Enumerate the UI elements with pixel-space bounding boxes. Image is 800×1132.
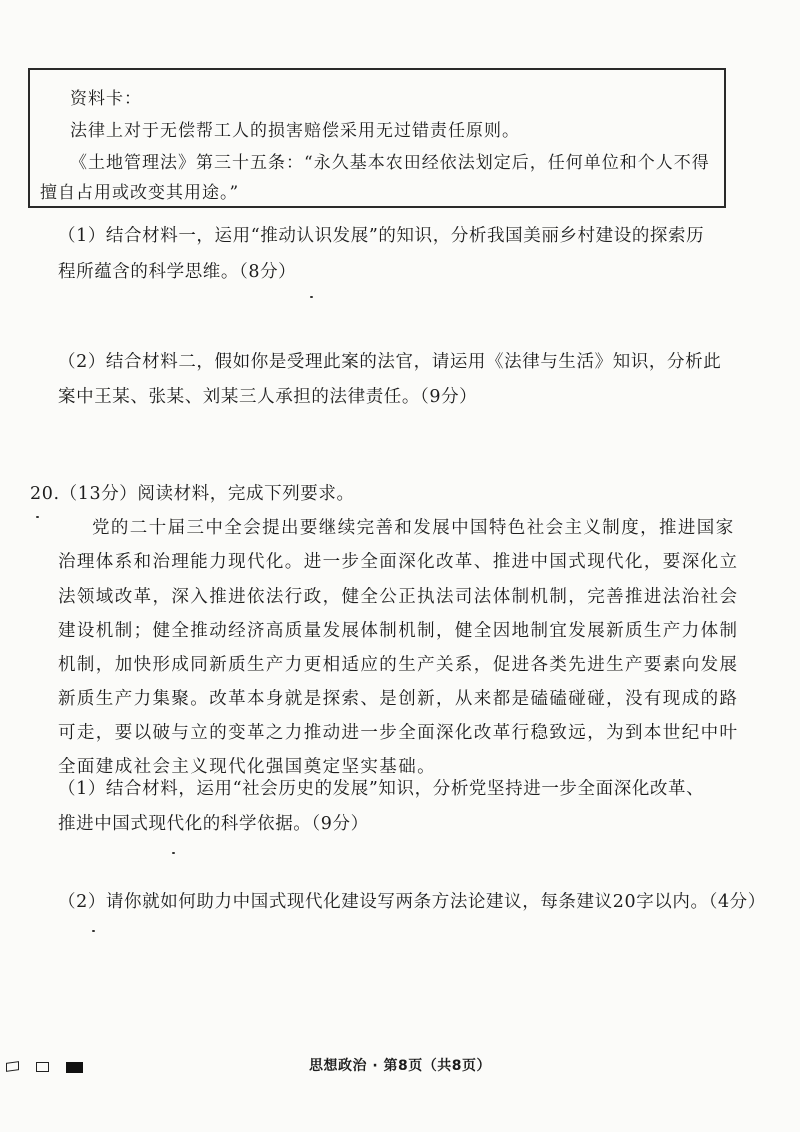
material-paragraph-line: 法领域改革，深入推进依法行政，健全公正执法司法体制机制，完善推进法治社会 [58,587,739,607]
question-19-2: （2）结合材料二，假如你是受理此案的法官，请运用《法律与生活》知识，分析此 [58,352,722,372]
question-20-header: 20.（13分）阅读材料，完成下列要求。 [30,484,355,504]
question-20-1: （1）结合材料，运用“社会历史的发展”知识，分析党坚持进一步全面深化改革、 [58,779,705,799]
info-card [28,68,726,208]
info-card-line: 擅自占用或改变其用途。” [40,183,240,203]
question-20-1-cont: 推进中国式现代化的科学依据。（9分） [58,814,369,834]
info-card-line: 《土地管理法》第三十五条：“永久基本农田经依法划定后，任何单位和个人不得 [70,153,710,173]
scan-speck [36,516,39,518]
material-paragraph-line: 党的二十届三中全会提出要继续完善和发展中国特色社会主义制度，推进国家 [92,518,735,538]
scan-speck [310,296,313,298]
material-paragraph-line: 治理体系和治理能力现代化。进一步全面深化改革、推进中国式现代化，要深化立 [58,552,739,572]
scan-speck [172,852,175,854]
scan-speck [92,930,95,932]
scan-mark-outline-icon [6,1061,19,1072]
scan-mark-filled-icon [66,1062,83,1073]
material-paragraph-line: 机制，加快形成同新质生产力更相适应的生产关系，促进各类先进生产要素向发展 [58,655,739,675]
material-paragraph-line: 建设机制；健全推动经济高质量发展体制机制，健全因地制宜发展新质生产力体制 [58,621,739,641]
question-19-1-cont: 程所蕴含的科学思维。（8分） [58,262,297,282]
scan-mark-outline-icon [36,1062,49,1072]
material-paragraph-line: 新质生产力集聚。改革本身就是探索、是创新，从来都是磕磕碰碰，没有现成的路 [58,689,739,709]
question-19-1: （1）结合材料一，运用“推动认识发展”的知识，分析我国美丽乡村建设的探索历 [58,226,705,246]
material-paragraph-line: 可走，要以破与立的变革之力推动进一步全面深化改革行稳致远，为到本世纪中叶 [58,723,739,743]
question-20-2: （2）请你就如何助力中国式现代化建设写两条方法论建议，每条建议20字以内。（4分） [58,892,766,912]
question-19-2-cont: 案中王某、张某、刘某三人承担的法律责任。（9分） [58,387,478,407]
info-card-title: 资料卡： [70,89,142,109]
info-card-line: 法律上对于无偿帮工人的损害赔偿采用无过错责任原则。 [70,121,520,141]
material-paragraph-line: 全面建成社会主义现代化强国奠定坚实基础。 [58,757,436,777]
page-footer: 思想政治 · 第8页（共8页） [308,1058,492,1074]
